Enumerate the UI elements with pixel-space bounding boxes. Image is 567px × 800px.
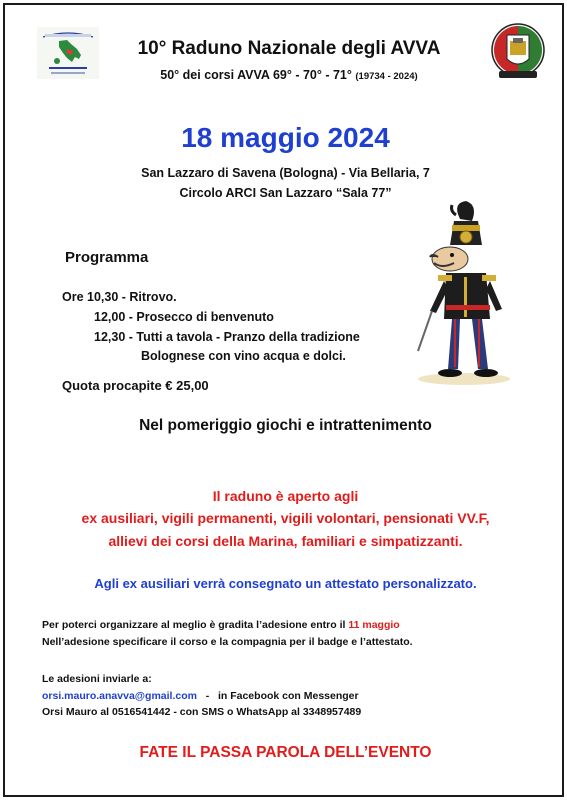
open-to-groups: ex ausiliari, vigili permanenti, vigili volontari, pensionati VV.F, (81, 510, 490, 526)
venue-address: San Lazzaro di Savena (Bologna) - Via Bellaria, 7 (141, 166, 430, 180)
contact-email[interactable]: orsi.mauro.anavva@gmail.com (42, 690, 197, 702)
registration-text: Per poterci organizzare al meglio è gradita l’adesione entro il (42, 619, 346, 631)
afternoon-activities: Nel pomeriggio giochi e intrattenimento (139, 417, 432, 434)
program-item-prosecco: 12,00 - Prosecco di benvenuto (94, 310, 274, 324)
registration-deadline: 11 maggio (348, 619, 400, 631)
contacts-heading: Le adesioni inviarle a: (42, 673, 152, 685)
avva-association-logo (37, 27, 99, 79)
registration-deadline-line (42, 619, 400, 631)
firefighter-shield-logo (489, 21, 547, 83)
event-date: 18 maggio 2024 (181, 122, 390, 153)
contact-phone-line: Orsi Mauro al 0516541442 - con SMS o WhatsApp al 3348957489 (42, 706, 362, 718)
event-title: 10° Raduno Nazionale degli AVVA (137, 38, 441, 59)
price-per-person: Quota procapite € 25,00 (62, 378, 209, 393)
footer-call-to-action: FATE IL PASSA PAROLA DELL’EVENTO (139, 744, 432, 761)
subtitle-courses: 50° dei corsi AVVA 69° - 70° - 71° (160, 68, 352, 82)
open-to-intro: Il raduno è aperto agli (212, 488, 359, 504)
registration-instructions: Nell’adesione specificare il corso e la compagnia per il badge e l’attestato. (42, 636, 413, 648)
certificate-notice: Agli ex ausiliari verrà consegnato un attestato personalizzato. (94, 576, 477, 591)
venue-name: Circolo ARCI San Lazzaro “Sala 77” (179, 186, 392, 200)
flyer-page (3, 3, 564, 797)
program-item-lunch-detail: Bolognese con vino acqua e dolci. (141, 349, 346, 363)
program-item-arrival: Ore 10,30 - Ritrovo. (62, 290, 177, 304)
program-heading: Programma (65, 249, 149, 266)
event-subtitle (103, 68, 475, 82)
open-to-others: allievi dei corsi della Marina, familiari e simpatizzanti. (108, 533, 463, 549)
cartoon-soldier-illustration (402, 201, 532, 387)
contact-email-note: - in Facebook con Messenger (196, 690, 359, 702)
contact-email-line (42, 690, 359, 702)
subtitle-years: (19734 - 2024) (355, 71, 418, 82)
program-item-lunch: 12,30 - Tutti a tavola - Pranzo della tradizione (94, 330, 360, 344)
